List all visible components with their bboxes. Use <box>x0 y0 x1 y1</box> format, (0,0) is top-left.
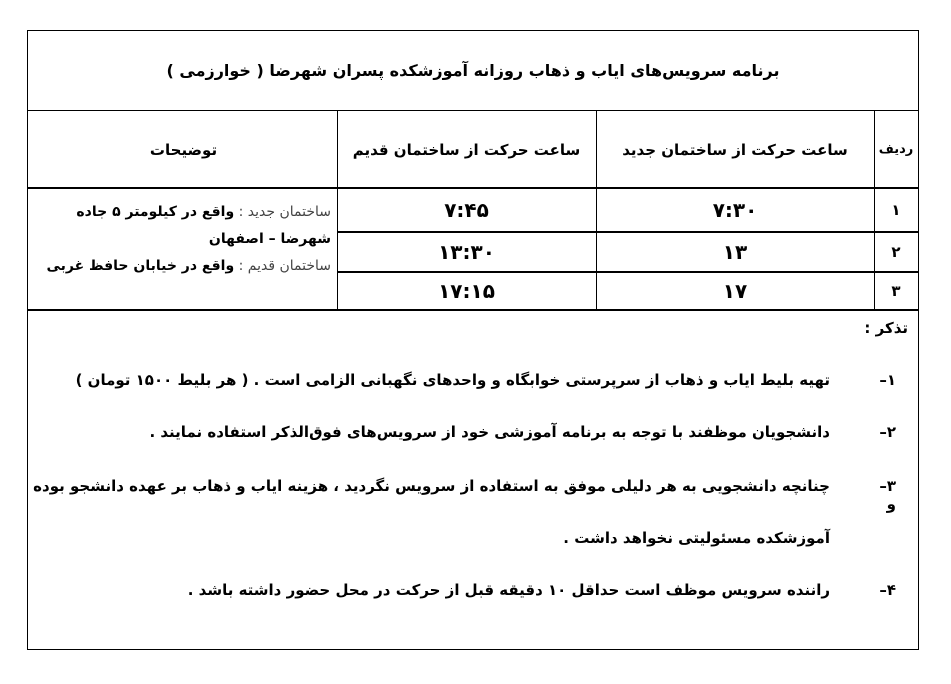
reminder-heading: تذکر : <box>864 319 908 337</box>
item-text: چنانچه دانشجویی به هر دلیلی موفق به استفاده از سرویس نگردید ، هزینه ایاب و ذهاب بر عهده دانشجو بوده و <box>33 477 896 513</box>
notes-line <box>28 199 331 226</box>
old-building-time: ۷:۴۵ <box>444 198 489 222</box>
item-text: تهیه بلیط ایاب و ذهاب از سرپرستی خوابگاه و واحدهای نگهبانی الزامی است . ( هر بلیط ۱۵۰۰ تومان ) <box>75 371 830 389</box>
schedule-document <box>27 30 919 650</box>
notes-cell <box>28 191 339 277</box>
old-building-time: ۱۳:۳۰ <box>438 240 495 264</box>
new-building-time: ۷:۳۰ <box>712 198 758 222</box>
item-text: دانشجویان موظفند با توجه به برنامه آموزشی خود از سرویس‌های فوق‌الذکر استفاده نمایند . <box>149 423 830 441</box>
item-number: ۳– <box>879 477 896 495</box>
reminder-item <box>28 477 896 513</box>
new-building-label: ساختمان جدید : <box>238 204 331 220</box>
header-notes: توضیحات <box>149 140 218 159</box>
notes-line: شهرضا – اصفهان <box>208 231 331 247</box>
old-building-label: ساختمان قدیم : <box>238 258 331 274</box>
item-text: راننده سرویس موظف است حداقل ۱۰ دقیقه قبل از حرکت در محل حضور داشته باشد . <box>187 581 830 599</box>
row-number: ۱ <box>891 201 901 219</box>
item-number: ۲– <box>879 423 896 441</box>
reminder-item <box>188 581 896 599</box>
item-number: ۱– <box>879 371 896 389</box>
new-building-time: ۱۷ <box>722 279 748 303</box>
row-number: ۳ <box>891 282 901 300</box>
header-new-building: ساعت حرکت از ساختمان جدید <box>622 140 848 159</box>
notes-line <box>28 253 331 280</box>
item-number: ۴– <box>879 581 896 599</box>
reminder-item <box>76 371 896 389</box>
old-building-location: واقع در خیابان حافظ غربی <box>46 258 235 274</box>
header-row-no: ردیف <box>878 142 914 157</box>
row-number: ۲ <box>891 243 901 261</box>
header-old-building: ساعت حرکت از ساختمان قدیم <box>352 140 581 159</box>
new-building-time: ۱۳ <box>722 240 748 264</box>
reminder-item-continuation: آموزشکده مسئولیتی نخواهد داشت . <box>563 529 830 547</box>
document-title: برنامه سرویس‌های ایاب و ذهاب روزانه آموزشکده پسران شهرضا ( خوارزمی ) <box>28 31 918 111</box>
old-building-time: ۱۷:۱۵ <box>438 279 495 303</box>
reminder-item <box>149 423 896 441</box>
new-building-location: واقع در کیلومتر ۵ جاده <box>76 204 235 220</box>
